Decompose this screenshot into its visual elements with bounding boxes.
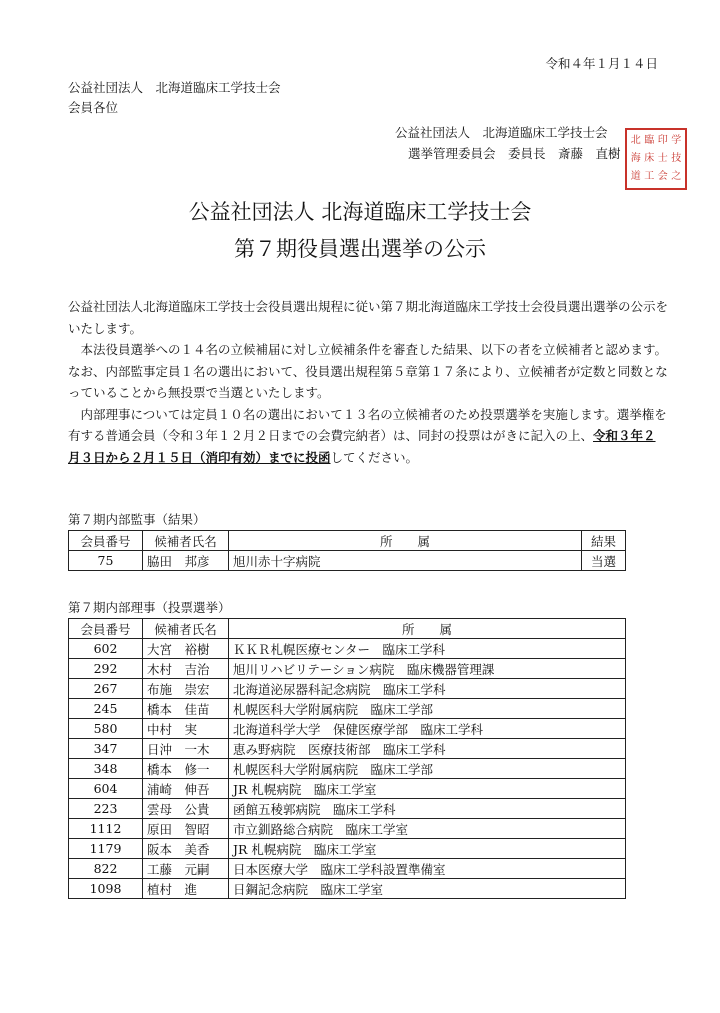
result: 当選 (582, 551, 626, 571)
member-id: 348 (69, 759, 143, 779)
document-subtitle: 第７期役員選出選挙の公示 (234, 237, 486, 261)
member-id: 1098 (69, 879, 143, 899)
member-id: 223 (69, 799, 143, 819)
voting-deadline: 令和３年２月３日から２月１５日（消印有効）までに投函 (68, 428, 656, 465)
seal-char: 工 (644, 171, 655, 182)
seal-char: 技 (671, 153, 682, 164)
affiliation: 北海道科学大学 保健医療学部 臨床工学科 (229, 719, 626, 739)
member-id: 75 (69, 551, 143, 571)
sender-org: 公益社団法人 北海道臨床工学技士会 (395, 125, 608, 140)
paragraph-3: なお、内部監事定員１名の選出において、役員選出規程第５章第１７条により、立候補者が定数と同数となっていることから無投票で当選といたします。 (68, 363, 668, 400)
candidate-name: 橋本 修一 (143, 759, 229, 779)
seal-char: 海 (630, 153, 641, 164)
table-row (69, 639, 626, 659)
candidate-name: 脇田 邦彦 (143, 551, 229, 571)
recipient-org: 公益社団法人 北海道臨床工学技士会 (68, 80, 281, 95)
member-id: 822 (69, 859, 143, 879)
table-header-row (69, 531, 626, 551)
member-id: 602 (69, 639, 143, 659)
paragraph-4 (68, 404, 668, 469)
candidate-name: 植村 進 (143, 879, 229, 899)
table-row (69, 679, 626, 699)
candidate-name: 中村 実 (143, 719, 229, 739)
member-id: 347 (69, 739, 143, 759)
seal-char: 学 (671, 135, 682, 146)
candidate-name: 布施 崇宏 (143, 679, 229, 699)
candidate-name: 日沖 一木 (143, 739, 229, 759)
paragraph-2: 本法役員選挙への１４名の立候補届に対し立候補条件を審査した結果、以下の者を立候補者と認めます。 (80, 342, 668, 357)
affiliation: 恵み野病院 医療技術部 臨床工学科 (229, 739, 626, 759)
table-row (69, 799, 626, 819)
affiliation: JR 札幌病院 臨床工学室 (229, 839, 626, 859)
seal-char: 床 (644, 153, 655, 164)
member-id: 267 (69, 679, 143, 699)
affiliation: 札幌医科大学附属病院 臨床工学部 (229, 699, 626, 719)
affiliation: ＫＫＲ札幌医療センター 臨床工学科 (229, 639, 626, 659)
member-id: 604 (69, 779, 143, 799)
member-id: 292 (69, 659, 143, 679)
table-row (69, 699, 626, 719)
candidate-name: 大宮 裕樹 (143, 639, 229, 659)
affiliation: 北海道泌尿器科記念病院 臨床工学科 (229, 679, 626, 699)
notice-body (68, 296, 668, 468)
table-row (69, 759, 626, 779)
seal-char: 臨 (644, 135, 655, 146)
seal-char: 之 (671, 171, 682, 182)
seal-char: 北 (630, 135, 641, 146)
official-seal-stamp (625, 128, 687, 190)
candidate-name: 工藤 元嗣 (143, 859, 229, 879)
directors-table (68, 618, 626, 899)
affiliation: 日本医療大学 臨床工学科設置準備室 (229, 859, 626, 879)
seal-char: 士 (657, 153, 668, 164)
header-result: 結果 (582, 531, 626, 551)
affiliation: JR 札幌病院 臨床工学室 (229, 779, 626, 799)
table-row (69, 859, 626, 879)
header-affiliation: 所 属 (229, 619, 626, 639)
candidate-name: 原田 智昭 (143, 819, 229, 839)
member-id: 245 (69, 699, 143, 719)
affiliation: 旭川赤十字病院 (229, 551, 582, 571)
affiliation: 札幌医科大学附属病院 臨床工学部 (229, 759, 626, 779)
paragraph-4-text: 内部理事については定員１０名の選出において１３名の立候補者のため投票選挙を実施します。選挙権を有する普通会員（令和３年１２月２日までの会費完納者）は、同封の投票はがきに記入の上、 (68, 406, 667, 443)
affiliation: 旭川リハビリテーション病院 臨床機器管理課 (229, 659, 626, 679)
member-id: 580 (69, 719, 143, 739)
paragraph-4-end: してください。 (330, 449, 419, 465)
recipient-members: 会員各位 (68, 100, 119, 115)
affiliation: 函館五稜郭病院 臨床工学科 (229, 799, 626, 819)
auditor-table (68, 530, 626, 571)
table-row (69, 719, 626, 739)
header-member-id: 会員番号 (69, 619, 143, 639)
seal-char: 道 (630, 171, 641, 182)
sender-committee: 選挙管理委員会 委員長 斎藤 直樹 (408, 146, 621, 161)
table-row (69, 839, 626, 859)
candidate-name: 橋本 佳苗 (143, 699, 229, 719)
document-title: 公益社団法人 北海道臨床工学技士会 (188, 200, 532, 224)
candidate-name: 浦崎 伸吾 (143, 779, 229, 799)
affiliation: 市立釧路総合病院 臨床工学室 (229, 819, 626, 839)
table-row (69, 819, 626, 839)
table-row (69, 779, 626, 799)
table-row (69, 551, 626, 571)
header-affiliation: 所 属 (229, 531, 582, 551)
candidate-name: 雲母 公貴 (143, 799, 229, 819)
header-candidate-name: 候補者氏名 (143, 531, 229, 551)
seal-char: 印 (657, 135, 668, 146)
seal-char: 会 (657, 171, 668, 182)
table-row (69, 879, 626, 899)
header-candidate-name: 候補者氏名 (143, 619, 229, 639)
document-date: 令和４年１月１４日 (545, 56, 658, 71)
table-row (69, 659, 626, 679)
candidate-name: 木村 吉治 (143, 659, 229, 679)
candidate-name: 阪本 美香 (143, 839, 229, 859)
paragraph-1: 公益社団法人北海道臨床工学技士会役員選出規程に従い第７期北海道臨床工学技士会役員選出選挙の公示をいたします。 (68, 299, 669, 336)
table-row (69, 739, 626, 759)
header-member-id: 会員番号 (69, 531, 143, 551)
directors-heading: 第７期内部理事（投票選挙） (68, 600, 231, 615)
auditor-heading: 第７期内部監事（結果） (68, 512, 206, 527)
member-id: 1179 (69, 839, 143, 859)
table-header-row (69, 619, 626, 639)
member-id: 1112 (69, 819, 143, 839)
affiliation: 日鋼記念病院 臨床工学室 (229, 879, 626, 899)
